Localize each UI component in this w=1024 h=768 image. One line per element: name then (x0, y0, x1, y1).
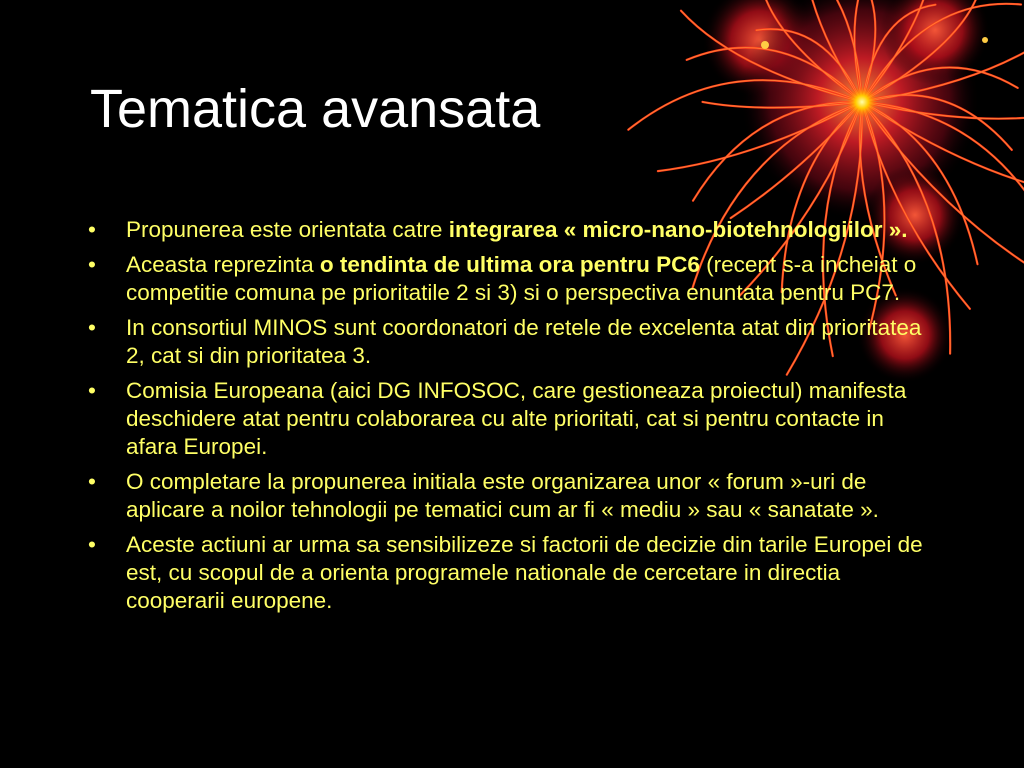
bullet-marker: • (88, 469, 96, 494)
bullet-marker: • (88, 217, 96, 242)
bullet-marker: • (88, 378, 96, 403)
bullet-item (88, 531, 938, 615)
bullet-text: Aceste actiuni ar urma sa sensibilizeze si factorii de decizie din tarile Europei de est, cu scopul de a orienta programele nationale de cercetare in directia cooperarii europene. (126, 532, 923, 613)
bullet-item (88, 314, 938, 370)
bullet-list (88, 216, 938, 622)
bullet-text-continued: (recent s-a incheiat o competitie comuna pe prioritatile 2 si 3) si o perspectiva enuntata pentru PC7. (126, 252, 917, 305)
bullet-item (88, 468, 938, 524)
bullet-marker: • (88, 315, 96, 340)
bullet-text: Propunerea este orientata catre (126, 217, 449, 242)
spark (761, 41, 769, 49)
bullet-text: Comisia Europeana (aici DG INFOSOC, care gestioneaza proiectul) manifesta deschidere atat pentru colaborarea cu alte prioritati, cat si pentru contacte in afara Europei. (126, 378, 907, 459)
bullet-item (88, 216, 938, 244)
bullet-text: In consortiul MINOS sunt coordonatori de retele de excelenta atat din prioritatea 2, cat si din prioritatea 3. (126, 315, 922, 368)
spark (982, 37, 988, 43)
bullet-bold-text: o tendinta de ultima ora pentru PC6 (319, 252, 700, 277)
bullet-item (88, 377, 938, 461)
bullet-marker: • (88, 252, 96, 277)
bullet-text: O completare la propunerea initiala este organizarea unor « forum »-uri de aplicare a noilor tehnologii pe tematici cum ar fi « mediu » sau « sanatate ». (126, 469, 879, 522)
firework-core (846, 86, 878, 118)
bullet-item (88, 251, 938, 307)
bullet-marker: • (88, 532, 96, 557)
bullet-bold-text: integrarea « micro-nano-biotehnologiilor ». (448, 217, 908, 242)
slide-title: Tematica avansata (90, 79, 541, 139)
bullet-text: Aceasta reprezinta (126, 252, 320, 277)
